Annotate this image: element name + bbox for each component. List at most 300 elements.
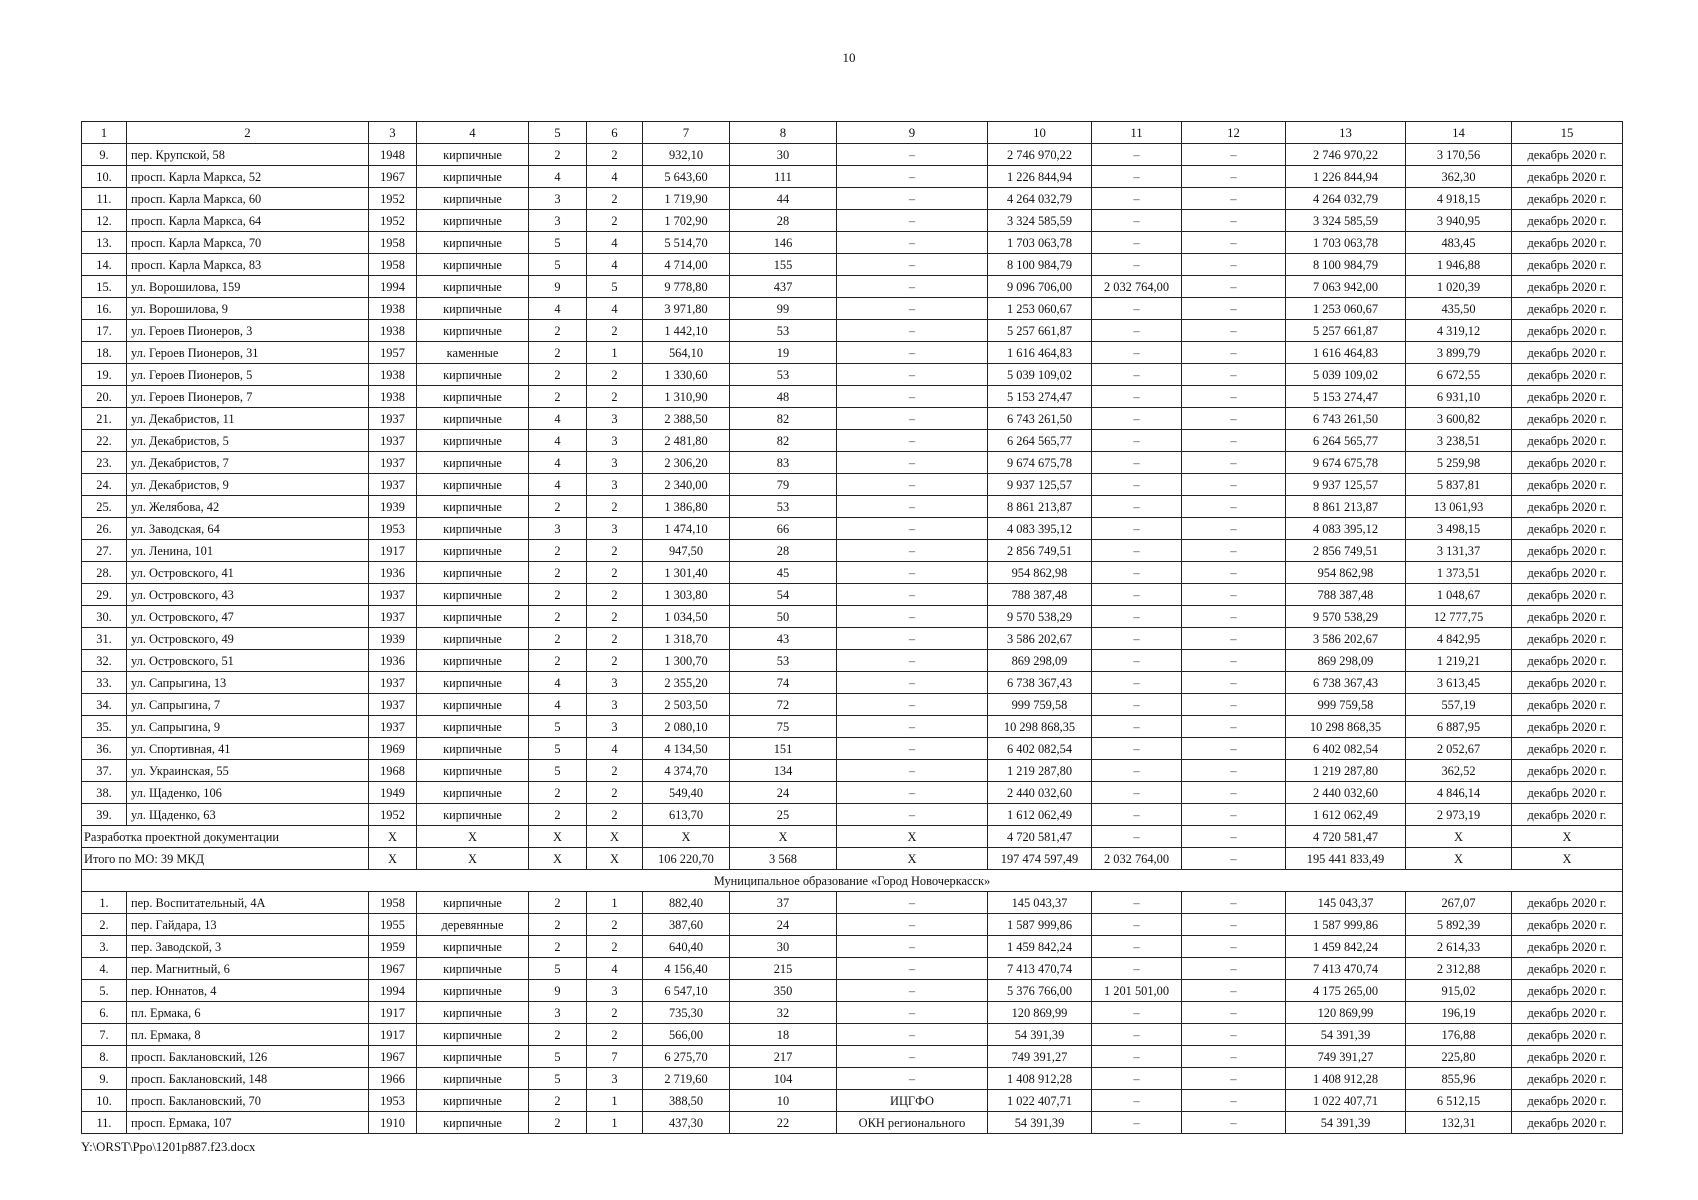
table-cell: – — [1182, 848, 1286, 870]
table-cell: кирпичные — [417, 540, 529, 562]
table-cell: просп. Карла Маркса, 60 — [127, 188, 369, 210]
table-cell: – — [837, 782, 988, 804]
table-cell: 1994 — [369, 276, 417, 298]
file-path-footer: Y:\ORST\Ppo\1201p887.f23.docx — [81, 1140, 256, 1154]
table-row — [82, 738, 1623, 760]
table-cell: – — [1182, 210, 1286, 232]
table-cell: пер. Воспитательный, 4А — [127, 892, 369, 914]
table-cell: 2 — [587, 584, 643, 606]
table-cell: 19 — [730, 342, 837, 364]
table-cell: декабрь 2020 г. — [1512, 1024, 1623, 1046]
table-cell: – — [837, 760, 988, 782]
table-cell: декабрь 2020 г. — [1512, 452, 1623, 474]
table-cell: 6 402 082,54 — [988, 738, 1092, 760]
table-cell: пер. Заводской, 3 — [127, 936, 369, 958]
table-cell: 2 856 749,51 — [1286, 540, 1406, 562]
table-cell: 5 — [529, 232, 587, 254]
table-cell: – — [1092, 386, 1182, 408]
table-cell: – — [837, 364, 988, 386]
table-cell: – — [1182, 584, 1286, 606]
table-cell: 82 — [730, 408, 837, 430]
table-cell: 640,40 — [643, 936, 730, 958]
table-cell: декабрь 2020 г. — [1512, 694, 1623, 716]
table-cell: ул. Островского, 51 — [127, 650, 369, 672]
table-cell: 5 837,81 — [1406, 474, 1512, 496]
table-cell: – — [837, 210, 988, 232]
table-cell: 2 — [587, 760, 643, 782]
table-cell: 18 — [730, 1024, 837, 1046]
table-cell: 30 — [730, 144, 837, 166]
table-cell: – — [837, 1046, 988, 1068]
table-cell: – — [1182, 738, 1286, 760]
table-cell: 5 039 109,02 — [988, 364, 1092, 386]
table-cell: – — [1092, 628, 1182, 650]
table-cell: 79 — [730, 474, 837, 496]
table-cell: – — [1182, 342, 1286, 364]
table-cell: – — [1182, 188, 1286, 210]
table-cell: – — [1182, 166, 1286, 188]
table-cell: 5 — [529, 716, 587, 738]
table-cell: 54 391,39 — [988, 1024, 1092, 1046]
table-cell: 8. — [82, 1046, 127, 1068]
table-cell: кирпичные — [417, 430, 529, 452]
total-row — [82, 848, 1623, 870]
table-cell: декабрь 2020 г. — [1512, 1046, 1623, 1068]
table-cell: 3 — [587, 716, 643, 738]
table-cell: 4 — [529, 298, 587, 320]
table-cell: 1 226 844,94 — [1286, 166, 1406, 188]
table-cell: кирпичные — [417, 782, 529, 804]
table-cell: пл. Ермака, 8 — [127, 1024, 369, 1046]
table-cell: 1 612 062,49 — [1286, 804, 1406, 826]
table-cell: 1936 — [369, 562, 417, 584]
table-cell: 954 862,98 — [988, 562, 1092, 584]
column-header: 15 — [1512, 122, 1623, 144]
table-cell: – — [1092, 342, 1182, 364]
table-cell: – — [1182, 782, 1286, 804]
table-cell: 33. — [82, 672, 127, 694]
table-cell: кирпичные — [417, 452, 529, 474]
table-cell: 2 — [587, 386, 643, 408]
table-cell: декабрь 2020 г. — [1512, 716, 1623, 738]
table-cell: 9 674 675,78 — [1286, 452, 1406, 474]
table-cell: 54 391,39 — [988, 1112, 1092, 1134]
table-cell: просп. Карла Маркса, 64 — [127, 210, 369, 232]
table-cell: 735,30 — [643, 1002, 730, 1024]
table-cell: 5 376 766,00 — [988, 980, 1092, 1002]
table-cell: 388,50 — [643, 1090, 730, 1112]
table-cell: 1 587 999,86 — [988, 914, 1092, 936]
table-cell: 2 306,20 — [643, 452, 730, 474]
table-cell: 2 — [529, 936, 587, 958]
table-cell: 6 264 565,77 — [988, 430, 1092, 452]
table-cell: – — [837, 342, 988, 364]
table-cell: 38. — [82, 782, 127, 804]
table-cell: 27. — [82, 540, 127, 562]
table-cell: – — [837, 298, 988, 320]
table-cell: ОКН регионального — [837, 1112, 988, 1134]
table-cell: 23. — [82, 452, 127, 474]
table-cell: декабрь 2020 г. — [1512, 606, 1623, 628]
table-cell: 44 — [730, 188, 837, 210]
table-cell: кирпичные — [417, 760, 529, 782]
table-cell: 2 — [529, 540, 587, 562]
table-cell: 1 201 501,00 — [1092, 980, 1182, 1002]
table-cell: 14. — [82, 254, 127, 276]
table-cell: 3 — [587, 980, 643, 1002]
table-cell: 18. — [82, 342, 127, 364]
table-cell: декабрь 2020 г. — [1512, 914, 1623, 936]
table-cell: ул. Спортивная, 41 — [127, 738, 369, 760]
column-header: 9 — [837, 122, 988, 144]
table-cell: 954 862,98 — [1286, 562, 1406, 584]
table-cell: 3 — [587, 1068, 643, 1090]
table-row — [82, 496, 1623, 518]
table-cell: – — [1092, 562, 1182, 584]
table-cell: 2 — [587, 606, 643, 628]
table-cell: 2 — [529, 782, 587, 804]
table-row — [82, 914, 1623, 936]
table-cell: 437 — [730, 276, 837, 298]
table-cell: 10. — [82, 166, 127, 188]
table-row — [82, 430, 1623, 452]
table-cell: 2 746 970,22 — [988, 144, 1092, 166]
table-cell: 1 719,90 — [643, 188, 730, 210]
table-cell: 1938 — [369, 320, 417, 342]
table-cell: 7 — [587, 1046, 643, 1068]
table-cell: 32 — [730, 1002, 837, 1024]
table-cell: 1 300,70 — [643, 650, 730, 672]
table-cell: 999 759,58 — [988, 694, 1092, 716]
table-cell: 2 — [529, 144, 587, 166]
table-cell: 3 131,37 — [1406, 540, 1512, 562]
table-cell: 19. — [82, 364, 127, 386]
table-cell: декабрь 2020 г. — [1512, 628, 1623, 650]
table-cell: 4 — [529, 166, 587, 188]
table-cell: – — [837, 650, 988, 672]
table-cell: X — [587, 848, 643, 870]
table-cell: 10 298 868,35 — [1286, 716, 1406, 738]
table-cell: 48 — [730, 386, 837, 408]
table-cell: 6 264 565,77 — [1286, 430, 1406, 452]
table-cell: – — [837, 1068, 988, 1090]
table-cell: 4 175 265,00 — [1286, 980, 1406, 1002]
table-cell: кирпичные — [417, 716, 529, 738]
table-row — [82, 474, 1623, 496]
table-cell: 1 459 842,24 — [1286, 936, 1406, 958]
table-cell: декабрь 2020 г. — [1512, 298, 1623, 320]
table-cell: декабрь 2020 г. — [1512, 1090, 1623, 1112]
table-cell: 6 738 367,43 — [988, 672, 1092, 694]
table-cell: – — [837, 166, 988, 188]
table-cell: 2 — [587, 936, 643, 958]
table-cell: – — [1182, 1112, 1286, 1134]
table-row — [82, 672, 1623, 694]
table-cell: 6 402 082,54 — [1286, 738, 1406, 760]
table-cell: 1957 — [369, 342, 417, 364]
page-number: 10 — [842, 50, 856, 65]
table-cell: 3 568 — [730, 848, 837, 870]
table-cell: декабрь 2020 г. — [1512, 166, 1623, 188]
table-cell: 5 514,70 — [643, 232, 730, 254]
table-cell: – — [837, 584, 988, 606]
table-cell: – — [837, 408, 988, 430]
table-cell: 1 442,10 — [643, 320, 730, 342]
table-cell: 9 570 538,29 — [988, 606, 1092, 628]
table-cell: – — [1182, 980, 1286, 1002]
table-cell: декабрь 2020 г. — [1512, 804, 1623, 826]
table-cell: 6 738 367,43 — [1286, 672, 1406, 694]
table-cell: 9 — [529, 980, 587, 1002]
table-cell: кирпичные — [417, 892, 529, 914]
table-cell: 1 408 912,28 — [1286, 1068, 1406, 1090]
table-cell: 4 — [529, 408, 587, 430]
table-cell: 2 — [587, 1024, 643, 1046]
table-cell: 4 — [587, 232, 643, 254]
table-cell: 4 842,95 — [1406, 628, 1512, 650]
table-cell: 1 703 063,78 — [988, 232, 1092, 254]
table-cell: 120 869,99 — [1286, 1002, 1406, 1024]
table-cell: декабрь 2020 г. — [1512, 1068, 1623, 1090]
table-cell: 2 — [529, 1090, 587, 1112]
table-cell: 869 298,09 — [988, 650, 1092, 672]
table-cell: 13. — [82, 232, 127, 254]
table-cell: 30 — [730, 936, 837, 958]
table-cell: – — [1092, 540, 1182, 562]
table-row — [82, 386, 1623, 408]
table-cell: – — [1182, 804, 1286, 826]
table-cell: 564,10 — [643, 342, 730, 364]
table-cell: – — [837, 452, 988, 474]
table-cell: – — [837, 254, 988, 276]
table-cell: 3 — [529, 210, 587, 232]
table-cell: – — [837, 936, 988, 958]
table-cell: кирпичные — [417, 650, 529, 672]
table-cell: декабрь 2020 г. — [1512, 320, 1623, 342]
table-cell: 3 — [529, 188, 587, 210]
table-cell: – — [1182, 914, 1286, 936]
table-cell: 6 743 261,50 — [1286, 408, 1406, 430]
table-cell: – — [1182, 716, 1286, 738]
table-cell: 3 170,56 — [1406, 144, 1512, 166]
table-cell: пер. Крупской, 58 — [127, 144, 369, 166]
table-cell: 2 — [587, 628, 643, 650]
table-cell: 2 — [529, 628, 587, 650]
table-cell: – — [1182, 298, 1286, 320]
table-cell: 1937 — [369, 430, 417, 452]
table-cell: 5 257 661,87 — [988, 320, 1092, 342]
table-cell: кирпичные — [417, 166, 529, 188]
table-cell: 1 — [587, 342, 643, 364]
table-cell: 932,10 — [643, 144, 730, 166]
table-cell: 6 887,95 — [1406, 716, 1512, 738]
table-cell: ул. Ворошилова, 159 — [127, 276, 369, 298]
table-cell: 3 899,79 — [1406, 342, 1512, 364]
table-cell: – — [1182, 1068, 1286, 1090]
table-cell: 9 674 675,78 — [988, 452, 1092, 474]
table-cell: 2 440 032,60 — [988, 782, 1092, 804]
table-row — [82, 342, 1623, 364]
table-cell: 4 720 581,47 — [988, 826, 1092, 848]
table-cell: – — [1182, 760, 1286, 782]
table-cell: 1959 — [369, 936, 417, 958]
table-cell: 1 303,80 — [643, 584, 730, 606]
table-cell: 3 — [587, 518, 643, 540]
table-cell: – — [837, 694, 988, 716]
table-cell: декабрь 2020 г. — [1512, 496, 1623, 518]
table-cell: кирпичные — [417, 1024, 529, 1046]
table-cell: ул. Героев Пионеров, 7 — [127, 386, 369, 408]
table-cell: 4 714,00 — [643, 254, 730, 276]
table-cell: 1 219,21 — [1406, 650, 1512, 672]
table-cell: 557,19 — [1406, 694, 1512, 716]
table-cell: 362,30 — [1406, 166, 1512, 188]
table-cell: – — [1092, 188, 1182, 210]
table-cell: – — [1092, 826, 1182, 848]
table-cell: – — [837, 980, 988, 1002]
table-cell: 2 — [529, 320, 587, 342]
table-cell: каменные — [417, 342, 529, 364]
table-cell: 6 275,70 — [643, 1046, 730, 1068]
table-cell: 387,60 — [643, 914, 730, 936]
table-cell: 4 — [587, 958, 643, 980]
table-cell: 54 391,39 — [1286, 1112, 1406, 1134]
table-cell: 1. — [82, 892, 127, 914]
table-cell: 1 474,10 — [643, 518, 730, 540]
table-cell: 176,88 — [1406, 1024, 1512, 1046]
table-cell: пл. Ермака, 6 — [127, 1002, 369, 1024]
table-cell: X — [837, 848, 988, 870]
table-cell: кирпичные — [417, 738, 529, 760]
table-cell: 2 — [529, 562, 587, 584]
column-header: 14 — [1406, 122, 1512, 144]
table-cell: просп. Карла Маркса, 70 — [127, 232, 369, 254]
table-cell: – — [1092, 430, 1182, 452]
table-cell: 17. — [82, 320, 127, 342]
table-cell: 4 — [587, 298, 643, 320]
table-cell: – — [1182, 1090, 1286, 1112]
table-cell: 72 — [730, 694, 837, 716]
table-cell: 2 — [529, 496, 587, 518]
table-cell: 35. — [82, 716, 127, 738]
table-cell: – — [837, 144, 988, 166]
table-cell: 2 355,20 — [643, 672, 730, 694]
table-cell: – — [1182, 474, 1286, 496]
table-cell: 3 324 585,59 — [1286, 210, 1406, 232]
table-cell: 34. — [82, 694, 127, 716]
table-row — [82, 1112, 1623, 1134]
table-cell: – — [1092, 650, 1182, 672]
table-cell: 1 946,88 — [1406, 254, 1512, 276]
table-cell: ул. Ленина, 101 — [127, 540, 369, 562]
table-cell: – — [1182, 936, 1286, 958]
table-cell: 5 643,60 — [643, 166, 730, 188]
table-cell: 8 861 213,87 — [988, 496, 1092, 518]
table-cell: – — [1092, 606, 1182, 628]
table-cell: 2 — [529, 606, 587, 628]
table-cell: 1967 — [369, 958, 417, 980]
table-row — [82, 958, 1623, 980]
table-cell: декабрь 2020 г. — [1512, 342, 1623, 364]
table-cell: 217 — [730, 1046, 837, 1068]
table-cell: 8 100 984,79 — [988, 254, 1092, 276]
table-cell: кирпичные — [417, 694, 529, 716]
table-cell: 3. — [82, 936, 127, 958]
table-cell: 10 298 868,35 — [988, 716, 1092, 738]
table-cell: – — [1182, 320, 1286, 342]
table-cell: – — [1182, 650, 1286, 672]
section-row — [82, 870, 1623, 892]
table-cell: X — [1406, 826, 1512, 848]
table-cell: 4 — [529, 694, 587, 716]
table-cell: 2 — [587, 320, 643, 342]
table-cell: 28 — [730, 210, 837, 232]
table-cell: кирпичные — [417, 1112, 529, 1134]
table-cell: 43 — [730, 628, 837, 650]
table-cell: просп. Баклановский, 148 — [127, 1068, 369, 1090]
column-header: 13 — [1286, 122, 1406, 144]
column-header: 3 — [369, 122, 417, 144]
table-cell: – — [1092, 452, 1182, 474]
table-cell: 1 020,39 — [1406, 276, 1512, 298]
table-cell: декабрь 2020 г. — [1512, 518, 1623, 540]
table-cell: 2 — [529, 892, 587, 914]
table-cell: – — [837, 430, 988, 452]
table-cell: 1949 — [369, 782, 417, 804]
table-cell: 1 048,67 — [1406, 584, 1512, 606]
table-cell: – — [837, 738, 988, 760]
table-cell: декабрь 2020 г. — [1512, 540, 1623, 562]
table-cell: 2 — [587, 650, 643, 672]
table-cell: 1966 — [369, 1068, 417, 1090]
table-cell: – — [1182, 452, 1286, 474]
table-cell: кирпичные — [417, 1068, 529, 1090]
table-cell: кирпичные — [417, 474, 529, 496]
table-cell: декабрь 2020 г. — [1512, 386, 1623, 408]
table-cell: 1936 — [369, 650, 417, 672]
table-cell: 1 386,80 — [643, 496, 730, 518]
table-row — [82, 232, 1623, 254]
table-cell: – — [1182, 144, 1286, 166]
table-cell: 3 498,15 — [1406, 518, 1512, 540]
table-row — [82, 980, 1623, 1002]
table-cell: – — [837, 188, 988, 210]
table-cell: 37 — [730, 892, 837, 914]
table-cell: 1 587 999,86 — [1286, 914, 1406, 936]
table-cell: – — [1182, 232, 1286, 254]
table-cell: 566,00 — [643, 1024, 730, 1046]
table-row — [82, 804, 1623, 826]
table-cell: – — [1092, 1024, 1182, 1046]
table-cell: – — [837, 496, 988, 518]
table-cell: 111 — [730, 166, 837, 188]
table-cell: 1938 — [369, 386, 417, 408]
table-cell: декабрь 2020 г. — [1512, 144, 1623, 166]
table-cell: 8 861 213,87 — [1286, 496, 1406, 518]
table-cell: 3 — [529, 1002, 587, 1024]
table-cell: декабрь 2020 г. — [1512, 760, 1623, 782]
table-cell: 1 318,70 — [643, 628, 730, 650]
table-cell: 26. — [82, 518, 127, 540]
table-cell: 2 856 749,51 — [988, 540, 1092, 562]
row-label: Разработка проектной документации — [82, 826, 369, 848]
table-cell: 2 614,33 — [1406, 936, 1512, 958]
table-cell: – — [1092, 694, 1182, 716]
table-cell: 5 259,98 — [1406, 452, 1512, 474]
table-cell: – — [1182, 892, 1286, 914]
table-cell: 6 743 261,50 — [988, 408, 1092, 430]
table-cell: просп. Ермака, 107 — [127, 1112, 369, 1134]
